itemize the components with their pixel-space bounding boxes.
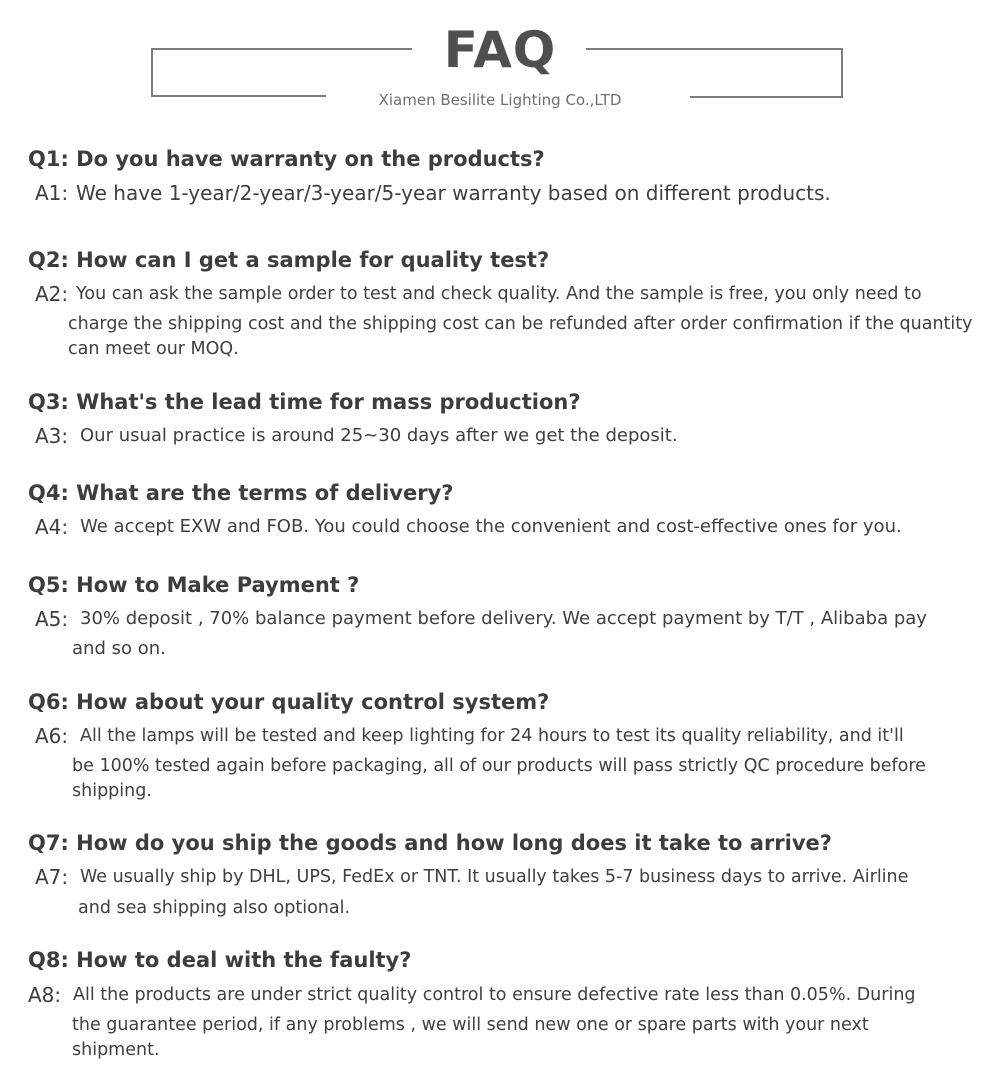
answer-line: be 100% tested again before packaging, all of our products will pass strictly QC procedure before xyxy=(72,756,926,776)
answer-line: All the products are under strict quality control to ensure defective rate less than 0.05%. During xyxy=(73,985,916,1005)
answer-label: A4: xyxy=(35,515,69,539)
answer-line: and sea shipping also optional. xyxy=(78,898,351,918)
question: Q8: How to deal with the faulty? xyxy=(28,948,412,972)
faq-header xyxy=(0,0,1000,120)
answer-line: You can ask the sample order to test and check quality. And the sample is free, you only need to xyxy=(76,284,922,304)
question: Q1: Do you have warranty on the products? xyxy=(28,147,545,171)
question: Q5: How to Make Payment ? xyxy=(28,573,360,597)
question: Q3: What's the lead time for mass production? xyxy=(28,390,581,414)
answer-label: A6: xyxy=(35,724,69,748)
answer-line: All the lamps will be tested and keep lighting for 24 hours to test its quality reliability, and it'll xyxy=(80,726,904,746)
answer-line: Our usual practice is around 25~30 days after we get the deposit. xyxy=(80,425,678,446)
answer-line: We have 1-year/2-year/3-year/5-year warranty based on different products. xyxy=(76,181,831,205)
answer-line: the guarantee period, if any problems , we will send new one or spare parts with your next xyxy=(72,1015,869,1035)
answer-label: A5: xyxy=(35,607,69,631)
answer-line: can meet our MOQ. xyxy=(68,339,239,359)
answer-line: and so on. xyxy=(72,638,166,659)
answer-label: A7: xyxy=(35,865,69,889)
page-title: FAQ xyxy=(443,21,557,79)
answer-line: We accept EXW and FOB. You could choose the convenient and cost-effective ones for you. xyxy=(80,516,902,537)
answer-label: A1: xyxy=(35,181,69,205)
question: Q7: How do you ship the goods and how long does it take to arrive? xyxy=(28,831,832,855)
question: Q2: How can I get a sample for quality test? xyxy=(28,248,550,272)
company-name: Xiamen Besilite Lighting Co.,LTD xyxy=(378,91,622,109)
answer-label: A3: xyxy=(35,424,69,448)
question: Q6: How about your quality control system? xyxy=(28,690,550,714)
answer-line: We usually ship by DHL, UPS, FedEx or TNT. It usually takes 5-7 business days to arrive. Airline xyxy=(80,867,909,887)
answer-label: A2: xyxy=(35,282,69,306)
answer-label: A8: xyxy=(28,983,62,1007)
answer-line: 30% deposit , 70% balance payment before delivery. We accept payment by T/T , Alibaba pay xyxy=(80,608,927,629)
answer-line: charge the shipping cost and the shipping cost can be refunded after order confirmation if the quantity xyxy=(68,314,973,334)
question: Q4: What are the terms of delivery? xyxy=(28,481,454,505)
answer-line: shipping. xyxy=(72,781,152,801)
answer-line: shipment. xyxy=(72,1040,160,1060)
